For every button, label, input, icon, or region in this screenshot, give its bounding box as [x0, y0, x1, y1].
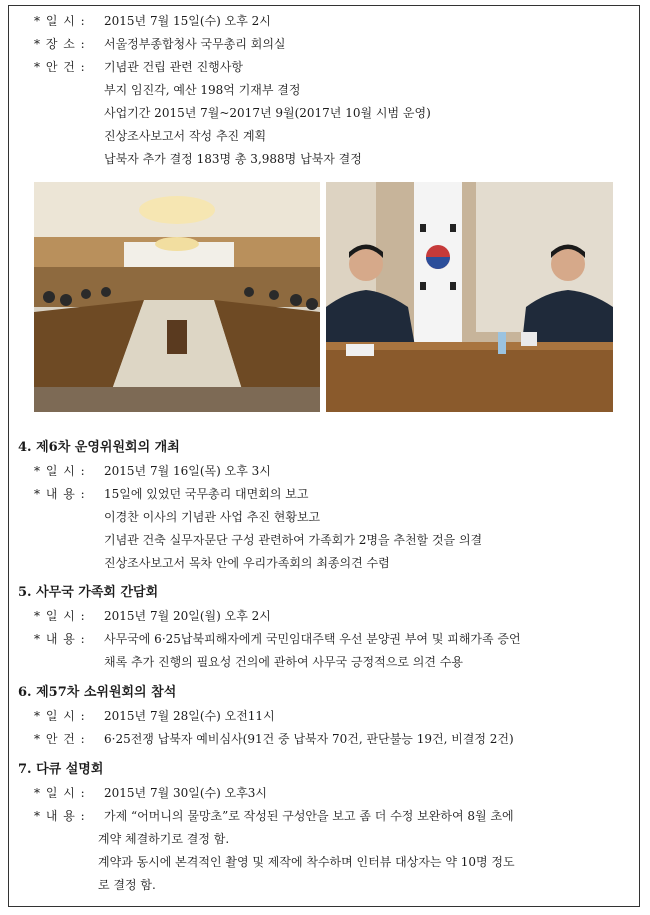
conference-room-photo	[34, 182, 320, 412]
meeting-place: 서울정부종합청사 국무총리 회의실	[104, 37, 286, 51]
date-label: * 일 시 :	[34, 609, 86, 623]
date-label: * 일 시 :	[34, 14, 86, 28]
officials-meeting-photo	[326, 182, 613, 412]
agenda-line: 사업기간 2015년 7월~2017년 9월(2017년 10월 시범 운영)	[104, 106, 431, 120]
meeting-date: 2015년 7월 16일(목) 오후 3시	[104, 464, 271, 478]
meeting-date: 2015년 7월 20일(월) 오후 2시	[104, 609, 271, 623]
place-label: * 장 소 :	[34, 37, 86, 51]
content-line: 사무국에 6·25납북피해자에게 국민임대주택 우선 분양권 부여 및 피해가족 증언	[104, 632, 521, 646]
meeting-date: 2015년 7월 28일(수) 오전11시	[104, 709, 275, 723]
content-line: 채록 추가 진행의 필요성 건의에 관하여 사무국 긍정적으로 의견 수용	[104, 655, 463, 669]
content-line: 가제 “어머니의 물망초”로 작성된 구성안을 보고 좀 더 수정 보완하여 8월 초에	[104, 809, 514, 823]
content-line: 이경찬 이사의 기념관 사업 추진 현황보고	[104, 510, 321, 524]
content-line: 로 결정 함.	[98, 878, 156, 892]
content-line: 15일에 있었던 국무총리 대면회의 보고	[104, 487, 309, 501]
agenda-line: 납북자 추가 결정 183명 총 3,988명 납북자 결정	[104, 152, 362, 166]
content-line: 계약과 동시에 본격적인 촬영 및 제작에 착수하며 인터뷰 대상자는 약 10명 정도	[98, 855, 515, 869]
date-label: * 일 시 :	[34, 464, 86, 478]
agenda-line: 6·25전쟁 납북자 예비심사(91건 중 납북자 70건, 판단불능 19건, 비결정 2건)	[104, 732, 514, 746]
content-line: 진상조사보고서 목차 안에 우리가족회의 최종의견 수렴	[104, 556, 390, 570]
date-label: * 일 시 :	[34, 786, 86, 800]
meeting-date: 2015년 7월 30일(수) 오후3시	[104, 786, 268, 800]
agenda-line: 부지 임진각, 예산 198억 기재부 결정	[104, 83, 301, 97]
date-label: * 일 시 :	[34, 709, 86, 723]
content-label: * 내 용 :	[34, 632, 86, 646]
agenda-line: 진상조사보고서 작성 추진 계획	[104, 129, 267, 143]
section-title: 5. 사무국 가족회 간담회	[18, 585, 159, 600]
section-title: 4. 제6차 운영위원회의 개최	[18, 440, 180, 455]
agenda-label: * 안 건 :	[34, 732, 86, 746]
section-title: 7. 다큐 설명회	[18, 762, 104, 777]
meeting-date: 2015년 7월 15일(수) 오후 2시	[104, 14, 271, 28]
agenda-line: 기념관 건립 관련 진행사항	[104, 60, 243, 74]
content-line: 기념관 건축 실무자문단 구성 관련하여 가족회가 2명을 추천할 것을 의결	[104, 533, 483, 547]
content-line: 계약 체결하기로 결정 함.	[98, 832, 230, 846]
content-label: * 내 용 :	[34, 809, 86, 823]
agenda-label: * 안 건 :	[34, 60, 86, 74]
section-title: 6. 제57차 소위원회의 참석	[18, 685, 177, 700]
content-label: * 내 용 :	[34, 487, 86, 501]
